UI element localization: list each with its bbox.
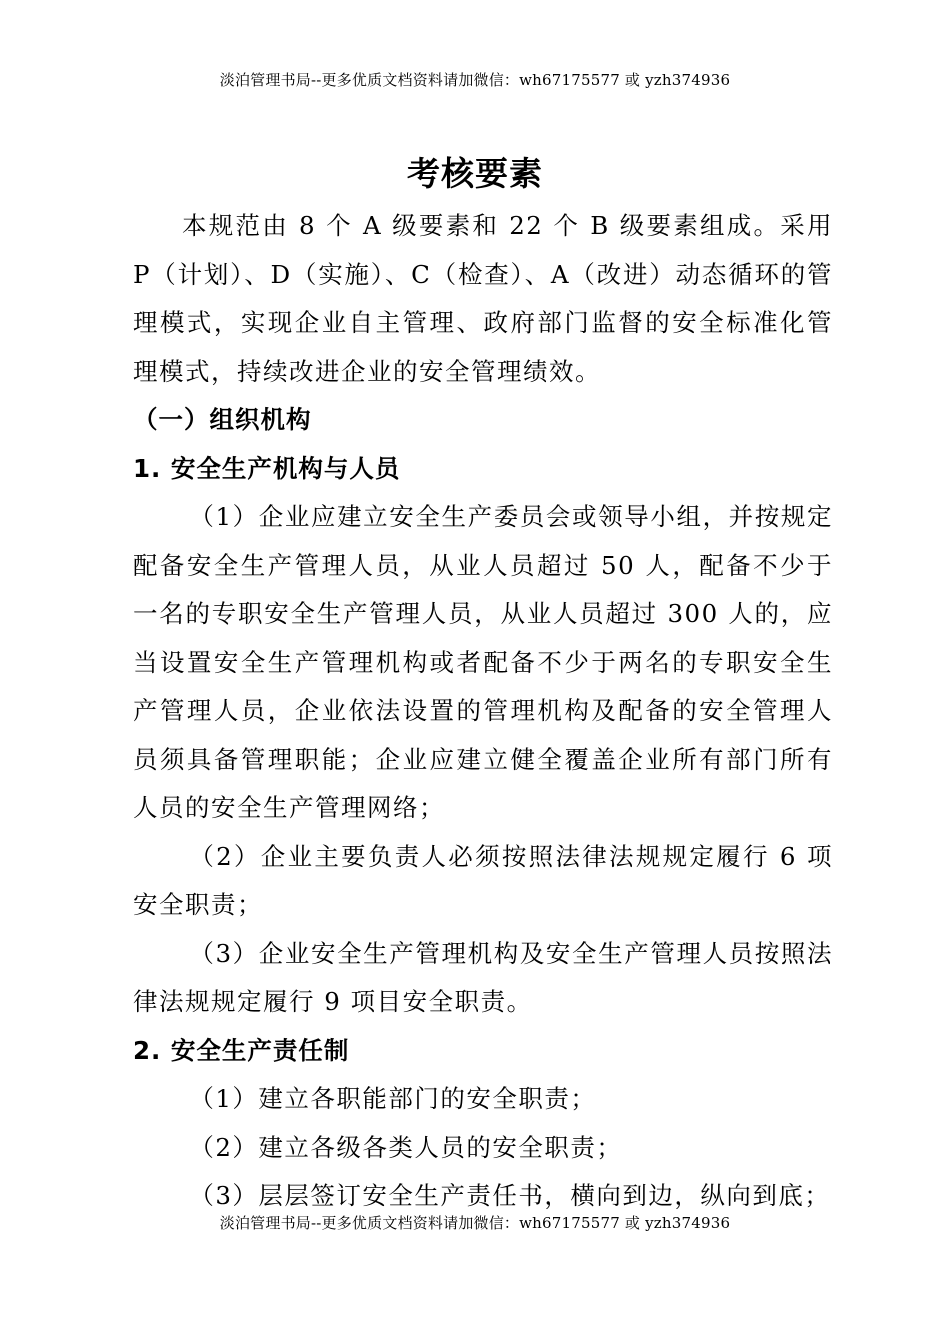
subsection-2-item-1: （1）建立各职能部门的安全职责；	[189, 1084, 597, 1113]
page-header: 淡泊管理书局--更多优质文档资料请加微信：wh67175577 或 yzh374936	[219, 71, 731, 89]
document-title: 考核要素	[407, 154, 543, 193]
subsection-2-item-2: （2）建立各级各类人员的安全职责；	[189, 1132, 623, 1162]
subsection-1-paragraph-1: （1）企业应建立安全生产委员会或领导小组，并按规定配备安全生产管理人员，从业人员超过 50 人，配备不少于一名的专职安全生产管理人员，从业人员超过 300 人的，应当设置安全生产管理机构或者配备不少于两名的专职安全生产管理人员，企业依法设置的管理机构及配备的安全管理人员须具备管理职能；企业应建立健全覆盖企业所有部门所有人员的安全生产管理网络；	[133, 502, 833, 822]
subsection-heading-1: 1. 安全生产机构与人员	[133, 453, 401, 483]
subsection-heading-2: 2. 安全生产责任制	[133, 1035, 350, 1065]
document-body	[133, 202, 833, 1221]
subsection-1-paragraph-3: （3）企业安全生产管理机构及安全生产管理人员按照法律法规规定履行 9 项目安全职责。	[133, 938, 833, 1016]
subsection-2-item-3: （3）层层签订安全生产责任书，横向到边，纵向到底；	[189, 1181, 831, 1210]
intro-paragraph: 本规范由 8 个 A 级要素和 22 个 B 级要素组成。采用 P（计划）、D（实施）、C（检查）、A（改进）动态循环的管理模式，实现企业自主管理、政府部门监督的安全标准化管理模式，持续改进企业的安全管理绩效。	[133, 211, 833, 386]
section-heading: （一）组织机构	[133, 405, 312, 434]
subsection-1-paragraph-2: （2）企业主要负责人必须按照法律法规规定履行 6 项安全职责；	[133, 841, 833, 919]
page-footer: 淡泊管理书局--更多优质文档资料请加微信：wh67175577 或 yzh374936	[219, 1214, 731, 1232]
